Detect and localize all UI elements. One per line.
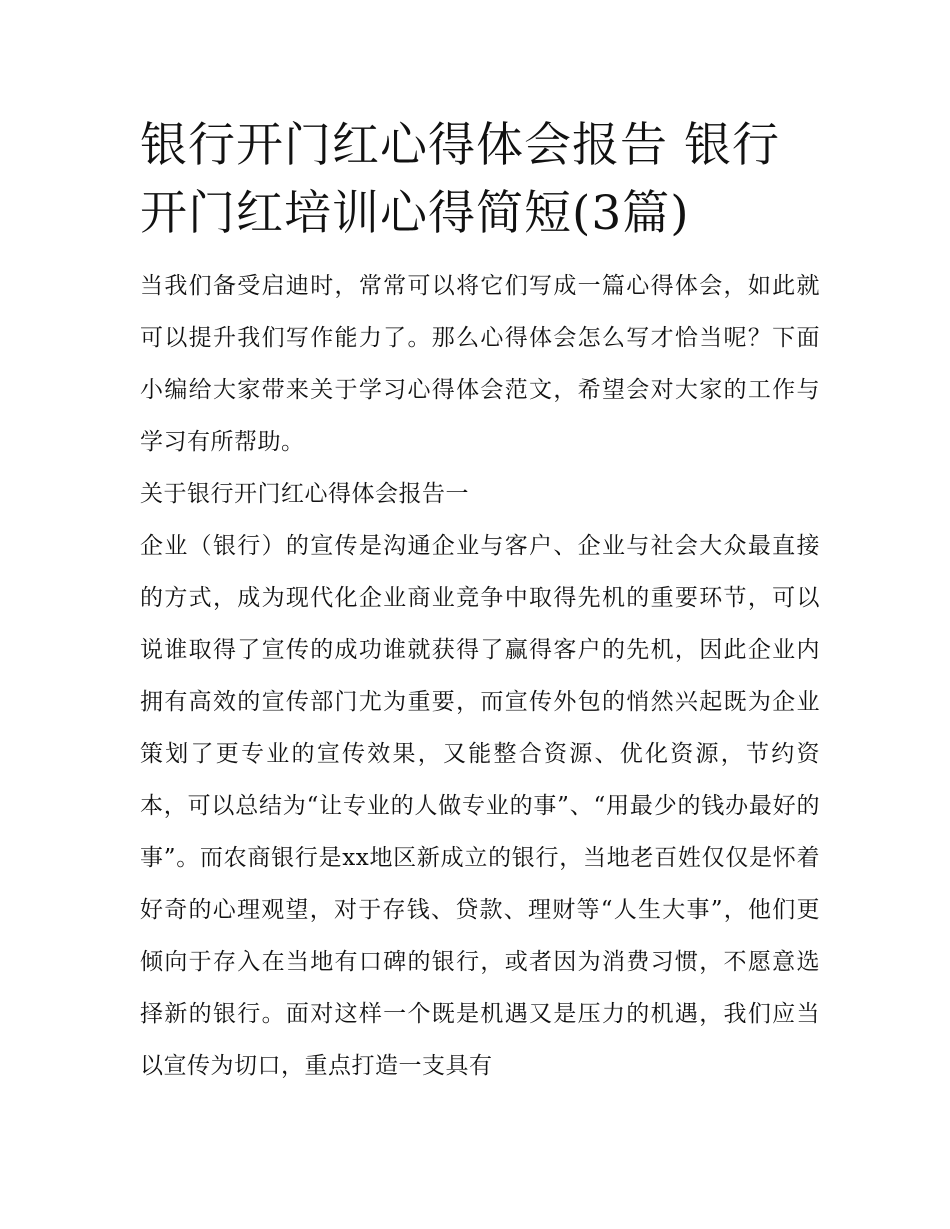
body-paragraph: 企业（银行）的宣传是沟通企业与客户、企业与社会大众最直接的方式，成为现代化企业商业竞争中取得先机的重要环节，可以说谁取得了宣传的成功谁就获得了赢得客户的先机，因此企业内拥有高效的宣传部门尤为重要，而宣传外包的悄然兴起既为企业策划了更专业的宣传效果，又能整合资源、优化资源，节约资本，可以总结为“让专业的人做专业的事”、“用最少的钱办最好的事”。而农商银行是xx地区新成立的银行，当地老百姓仅仅是怀着好奇的心理观望，对于存钱、贷款、理财等“人生大事”，他们更倾向于存入在当地有口碑的银行，或者因为消费习惯，不愿意选择新的银行。面对这样一个既是机遇又是压力的机遇，我们应当以宣传为切口，重点打造一支具有 (140, 533, 820, 1079)
document-title: 银行开门红心得体会报告 银行开门红培训心得简短(3篇) (140, 118, 780, 241)
intro-paragraph: 当我们备受启迪时，常常可以将它们写成一篇心得体会，如此就可以提升我们写作能力了。那么心得体会怎么写才恰当呢？下面小编给大家带来关于学习心得体会范文，希望会对大家的工作与学习有所帮助。 (140, 273, 820, 455)
section-heading: 关于银行开门红心得体会报告一 (140, 481, 469, 507)
document-content (140, 112, 820, 1092)
